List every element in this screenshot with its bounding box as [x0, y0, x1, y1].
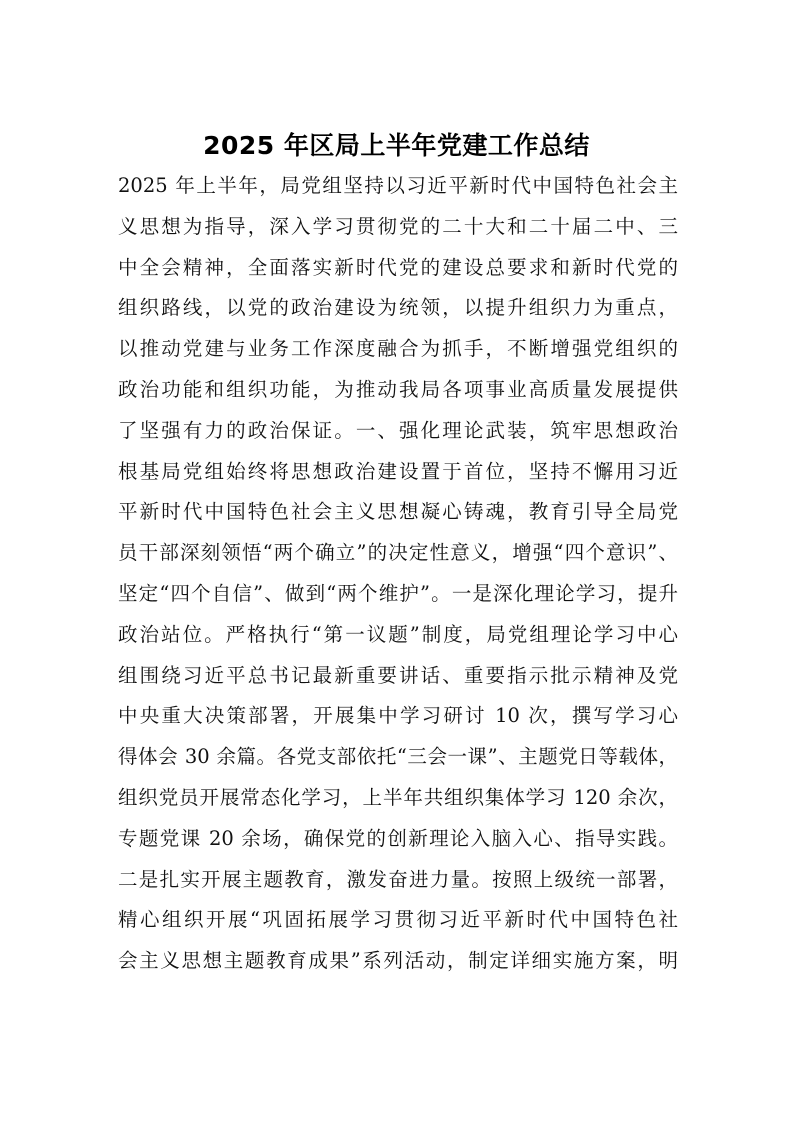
text-line: 了坚强有力的政治保证。一、强化理论武装，筑牢思想政治 — [118, 418, 678, 442]
text-line: 得体会 30 余篇。各党支部依托“三会一课”、主题党日等载体， — [118, 745, 678, 769]
text-line: 精心组织开展“巩固拓展学习贯彻习近平新时代中国特色社 — [118, 908, 678, 932]
text-line: 组围绕习近平总书记最新重要讲话、重要指示批示精神及党 — [118, 663, 678, 687]
text-line: 中央重大决策部署，开展集中学习研讨 10 次，撰写学习心 — [118, 704, 678, 728]
text-line: 以推动党建与业务工作深度融合为抓手，不断增强党组织的 — [118, 337, 678, 361]
text-line: 根基局党组始终将思想政治建设置于首位，坚持不懈用习近 — [118, 459, 678, 483]
text-line: 义思想为指导，深入学习贯彻党的二十大和二十届二中、三 — [118, 214, 678, 238]
text-line: 员干部深刻领悟“两个确立”的决定性意义，增强“四个意识”、 — [118, 541, 678, 565]
text-line: 2025 年上半年，局党组坚持以习近平新时代中国特色社会主 — [118, 174, 678, 197]
text-line: 平新时代中国特色社会主义思想凝心铸魂，教育引导全局党 — [118, 500, 678, 524]
page-title: 2025 年区局上半年党建工作总结 — [203, 131, 590, 160]
text-line: 政治站位。严格执行“第一议题”制度，局党组理论学习中心 — [118, 622, 678, 646]
body-text — [118, 166, 678, 982]
text-line: 会主义思想主题教育成果”系列活动，制定详细实施方案，明 — [118, 949, 678, 973]
text-line: 政治功能和组织功能，为推动我局各项事业高质量发展提供 — [118, 377, 678, 401]
text-line: 二是扎实开展主题教育，激发奋进力量。按照上级统一部署， — [118, 867, 678, 891]
text-line: 组织路线，以党的政治建设为统领，以提升组织力为重点， — [118, 296, 678, 320]
text-line: 专题党课 20 余场，确保党的创新理论入脑入心、指导实践。 — [118, 826, 678, 850]
text-line: 坚定“四个自信”、做到“两个维护”。一是深化理论学习，提升 — [118, 581, 678, 605]
text-line: 中全会精神，全面落实新时代党的建设总要求和新时代党的 — [118, 255, 678, 279]
text-line: 组织党员开展常态化学习，上半年共组织集体学习 120 余次， — [118, 785, 678, 809]
